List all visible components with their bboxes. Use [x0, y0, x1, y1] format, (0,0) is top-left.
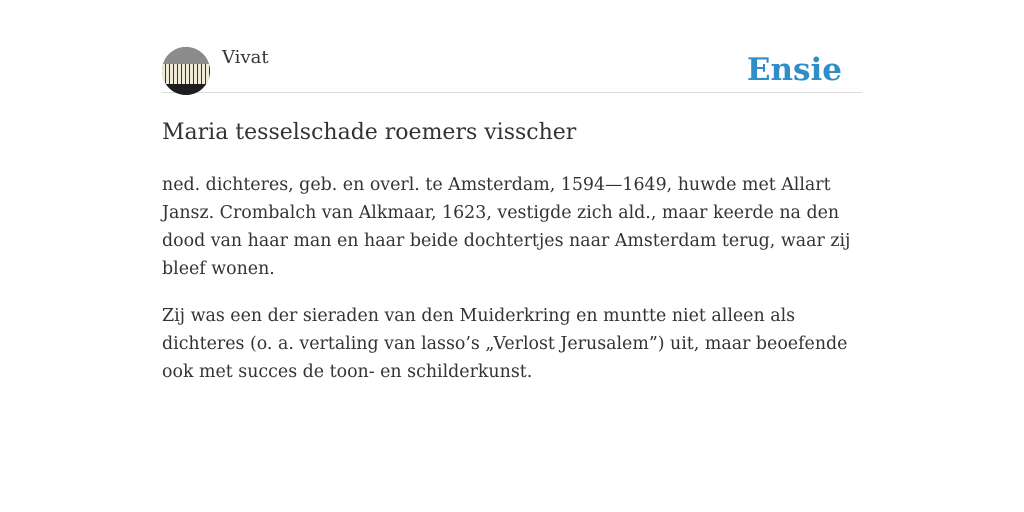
page-container: [162, 0, 862, 386]
source-name-link[interactable]: Vivat: [222, 47, 269, 68]
avatar-shelf: [162, 84, 210, 95]
article-paragraph: Zij was een der sieraden van den Muiderkring en muntte niet alleen als dichteres (o. a. vertaling van lasso’s „Verlost Jerusalem”) uit, maar beoefende ook met succes de toon- en schilderkunst.: [162, 306, 848, 382]
brand-logo[interactable]: Ensie: [746, 52, 842, 88]
article-title: Maria tesselschade roemers visscher: [162, 120, 577, 145]
article-paragraph: ned. dichteres, geb. en overl. te Amsterdam, 1594—1649, huwde met Allart Jansz. Crombalch van Alkmaar, 1623, vestigde zich ald., maar keerde na den dood van haar man en haar beide dochtertjes naar Amsterdam terug, waar zij bleef wonen.: [162, 175, 851, 279]
source-avatar[interactable]: [162, 47, 210, 95]
bookshelf-icon: [162, 64, 210, 84]
avatar-background: [162, 47, 210, 64]
header: [162, 0, 862, 93]
